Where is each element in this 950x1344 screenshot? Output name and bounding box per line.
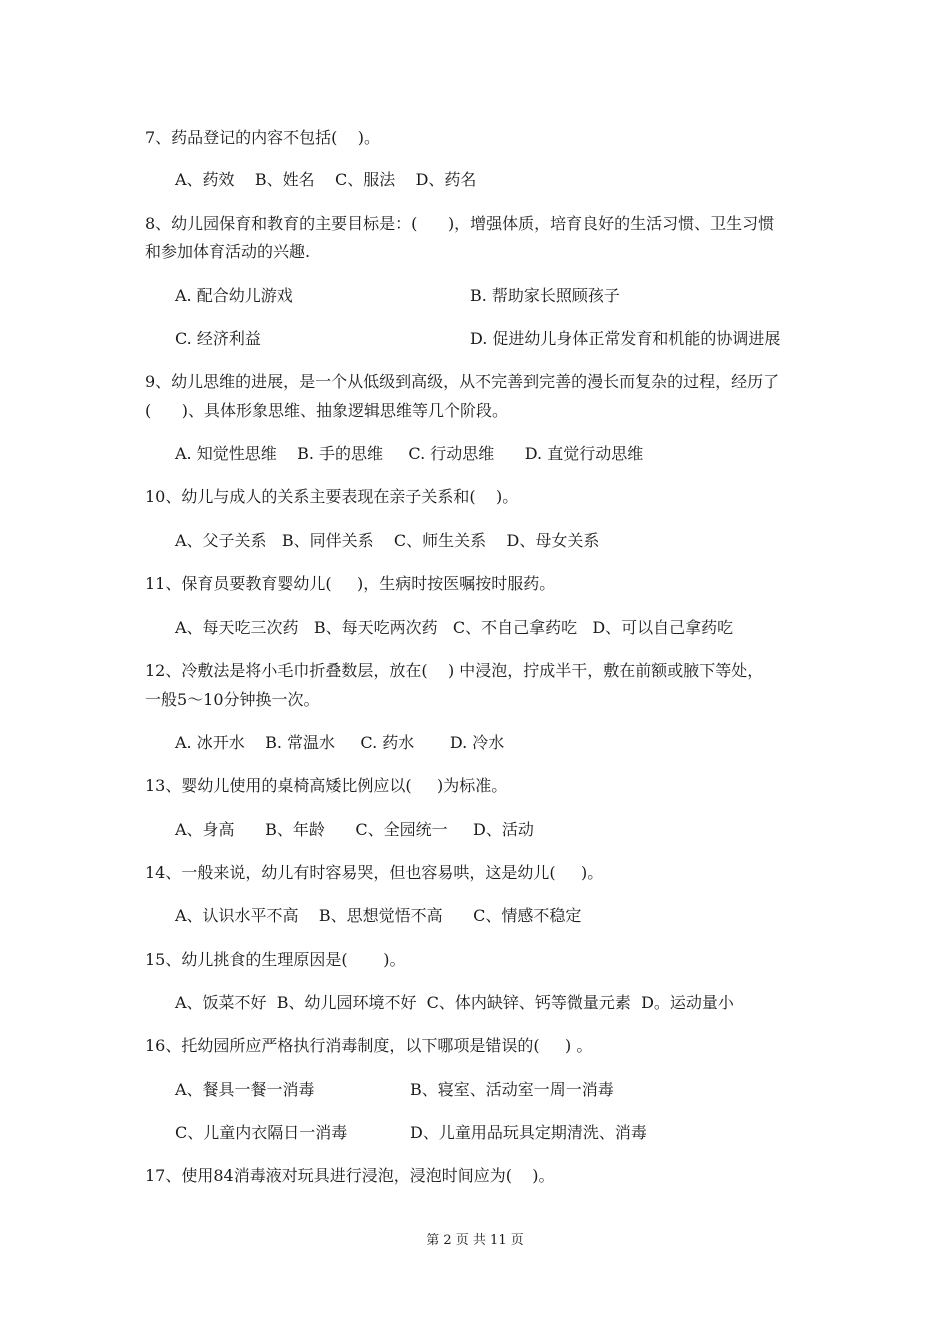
question-13: 13、婴幼儿使用的桌椅高矮比例应以( )为标准。 — [145, 776, 508, 795]
question-12-line-1: 12、冷敷法是将小毛巾折叠数层，放在( ) 中浸泡，拧成半干，敷在前额或腋下等处， — [145, 661, 764, 680]
question-14-options: A、认识水平不高 B、思想觉悟不高 C、情感不稳定 — [175, 906, 582, 925]
question-16-option-b: B、寝室、活动室一周一消毒 — [410, 1080, 614, 1099]
question-8-option-a: A. 配合幼儿游戏 — [175, 286, 293, 305]
question-16-option-c: C、儿童内衣隔日一消毒 — [175, 1123, 348, 1142]
question-8-option-d: D. 促进幼儿身体正常发育和机能的协调进展 — [470, 329, 781, 348]
question-8-line-2: 和参加体育活动的兴趣. — [145, 242, 311, 261]
question-8-option-b: B. 帮助家长照顾孩子 — [470, 286, 620, 305]
question-8-option-c: C. 经济利益 — [175, 329, 261, 348]
question-11: 11、保育员要教育婴幼儿( )，生病时按医嘱按时服药。 — [145, 574, 556, 593]
question-15-options: A、饭菜不好 B、幼儿园环境不好 C、体内缺锌、钙等微量元素 D。运动量小 — [175, 993, 734, 1012]
question-16: 16、托幼园所应严格执行消毒制度，以下哪项是错误的( ) 。 — [145, 1036, 593, 1055]
question-15: 15、幼儿挑食的生理原因是( )。 — [145, 950, 406, 969]
question-10: 10、幼儿与成人的关系主要表现在亲子关系和( )。 — [145, 487, 519, 506]
question-9-options: A. 知觉性思维 B. 手的思维 C. 行动思维 D. 直觉行动思维 — [175, 444, 644, 463]
page-footer: 第 2 页 共 11 页 — [426, 1233, 524, 1248]
question-10-options: A、父子关系 B、同伴关系 C、师生关系 D、母女关系 — [175, 531, 600, 550]
question-13-options: A、身高 B、年龄 C、全园统一 D、活动 — [175, 820, 534, 839]
question-12-options: A. 冰开水 B. 常温水 C. 药水 D. 冷水 — [175, 733, 505, 752]
question-8-line-1: 8、幼儿园保育和教育的主要目标是：( )，增强体质，培育良好的生活习惯、卫生习惯 — [145, 214, 775, 233]
question-17: 17、使用84消毒液对玩具进行浸泡，浸泡时间应为( )。 — [145, 1166, 555, 1185]
question-7-options: A、药效 B、姓名 C、服法 D、药名 — [175, 170, 477, 189]
question-16-option-d: D、儿童用品玩具定期清洗、消毒 — [410, 1123, 647, 1142]
question-12-line-2: 一般5～10分钟换一次。 — [145, 690, 320, 709]
question-11-options: A、每天吃三次药 B、每天吃两次药 C、不自己拿药吃 D、可以自己拿药吃 — [175, 618, 734, 637]
question-9-line-1: 9、幼儿思维的进展，是一个从低级到高级，从不完善到完善的漫长而复杂的过程，经历了 — [145, 372, 780, 391]
question-9-line-2: ( )、具体形象思维、抽象逻辑思维等几个阶段。 — [145, 401, 509, 420]
question-16-option-a: A、餐具一餐一消毒 — [175, 1080, 315, 1099]
question-7: 7、药品登记的内容不包括( )。 — [145, 128, 381, 147]
question-14: 14、一般来说，幼儿有时容易哭，但也容易哄，这是幼儿( )。 — [145, 863, 604, 882]
